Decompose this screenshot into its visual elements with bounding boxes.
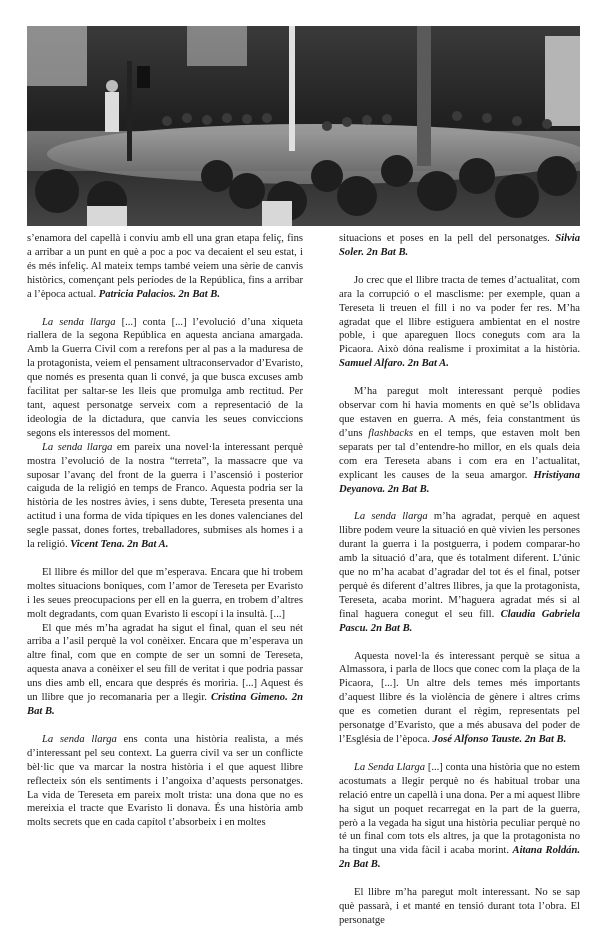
review-alfaro <box>339 274 580 371</box>
book-title: La senda llarga <box>42 733 117 745</box>
italic-term: flashbacks <box>368 427 413 439</box>
photo-icon <box>27 26 580 226</box>
author-signature: Patricia Palacios. 2n Bat B. <box>98 288 221 300</box>
review-text: El que més m’ha agradat ha sigut el final, quan el seu nét arriba a l’asil perquè la vol conèixer. Encara que m’esperava un altre final, com que en compte de ser un somni de Tereseta, aquesta anava a conèixer el seu fill de veritat i que podria passar uns dies amb ell, encara que després és moriria. [...] Aquest és un llibre que jo recomanaria per a llegir. <box>27 622 303 704</box>
review-text: em pareix una novel·la interessant perquè mostra l’evolució de la nostra “terreta”, la massacre que va suposar l’avanç del front de la guerra i l’ascensió i posterior caiguda de la religió en temps de Franco. Aquesta podria ser la història de les nostres àvies, i sens dubte, Tereseta presenta una actitud i una forma de vida típiques en les dones valencianes del segle passat, dones fortes, treballadores, submises als homes i a la religió. <box>27 441 303 551</box>
book-title: La senda llarga <box>42 316 116 328</box>
review-text: El llibre és millor del que m’esperava. Encara que hi trobem moltes situacions boniques, com l’amor de Tereseta per Evaristo i les seues preocupacions per ell en la guerra, en trobem d’altres molt degradants, com quan Evaristo li escopí i la insultà. [...] <box>27 566 303 620</box>
review-soler-part2 <box>339 232 580 260</box>
review-gimeno-part2 <box>27 622 303 719</box>
review-soler-part1 <box>27 733 303 830</box>
book-title: La senda llarga <box>42 441 113 453</box>
review-pascu <box>339 510 580 635</box>
review-deyanova <box>339 385 580 496</box>
review-text: s’enamora del capellà i conviu amb ell una gran etapa feliç, fins a arribar a un punt en què a poc a poc va decaient el seu estat, i és més infeliç. Al mateix temps també veiem una sèrie de canvis històrics, començant pels períodes de la República, fins a arribar a l’època actual. <box>27 233 303 300</box>
author-signature: Samuel Alfaro. 2n Bat A. <box>339 358 449 370</box>
review-final-start <box>339 886 580 928</box>
review-text: M’ha paregut molt interessant perquè podies observar com hi havia moments en què se’ls oblidava que estaven en guerra. A més, feia constantment ús d’uns <box>339 386 580 439</box>
book-title: La Senda Llarga <box>354 761 426 773</box>
author-signature: Vicent Tena. 2n Bat A. <box>70 539 169 551</box>
book-title: La senda llarga <box>354 511 428 523</box>
author-signature: Silvia Soler. 2n Bat B. <box>339 233 580 258</box>
review-text: Aquesta novel·la és interessant perquè se situa a Almassora, i parla de llocs que conec com la plaça de la Picaora, [...]. Un altre dels temes més importants d’aquest llibre és la violència de gènere i altres crims que es cometien durant el règim, representats pel personatge d’Evaristo, que a més abusava del poder de l’Església de l’època. <box>339 650 580 745</box>
author-signature: Claudia Gabriela Pascu. 2n Bat B. <box>339 608 580 634</box>
review-intro-evolution <box>27 316 303 441</box>
review-palacios <box>27 232 303 302</box>
review-tauste <box>339 650 580 747</box>
review-text: m’ha agradat, perquè en aquest llibre podem veure la situació en què vivien les persones durant la guerra i la postguerra, i podem comparar-ho amb la situació d’ara, que és totalment diferent. L’únic que no m’ha acabat d’agradar del tot és el final, potser perquè és diferent d’altres llibres, ja que la protagonista, Tereseta, acaba morint. M’haguera agradat més si al final haguera conegut el seu fill. <box>339 511 580 620</box>
group-reading-photo <box>27 26 580 226</box>
review-text: Jo crec que el llibre tracta de temes d’actualitat, com ara la corrupció o el masclisme: per exemple, quan a Tereseta li treuen el fill i no va poder fer res. M’ha agradat que el llibre estiguera ambientat en el nostre poble, i que apareguen llocs coneguts com ara la Picaora. Això dóna realisme i proximitat a la història. <box>339 274 580 356</box>
review-text: [...] conta [...] l’evolució d’una xiqueta riallera de la segona República en aquesta anciana amargada. Amb la Guerra Civil com a rerefons per al pas a la maduresa de la protagonista, veiem el pensament ultraconservador d’Evaristo, que només es presenta quan li convé, ja que busca excuses amb facilitat per saltar-se les lleis que promulga amb rectitud. Per tant, aquest personatge serveix com a representació de la ideologia de la dictadura, que canvia les seues conviccions segons els interessos del moment. <box>27 316 303 439</box>
author-signature: José Alfonso Tauste. 2n Bat B. <box>432 734 567 745</box>
review-gimeno-part1 <box>27 566 303 622</box>
review-tena <box>27 441 303 552</box>
author-signature: Hristiyana Deyanova. 2n Bat B. <box>339 469 580 495</box>
author-signature: Aitana Roldán. 2n Bat B. <box>339 845 580 871</box>
review-text: El llibre m’ha paregut molt interessant. No se sap què passarà, i et manté en tensió durant tota l’obra. El personatge <box>339 887 580 926</box>
review-text: situacions et poses en la pell del personatges. <box>339 233 556 244</box>
review-roldan <box>339 761 580 872</box>
review-text: en el temps, que estaven molt ben separats per tal d’entendre-ho millor, en els quals deia com era Tereseta abans i com era en l’actualitat, explicant les causes de la seua amargor. <box>339 427 580 481</box>
left-text-column <box>27 232 303 830</box>
review-text: ens conta una història realista, a més d’interessant pel seu context. La guerra civil va ser un conflicte bèl·lic que va marcar la nostra història i el que aquest llibre reflecteix són els sentiments i l’angoixa d’aquests personatges. La vida de Tereseta em pareix molt trista: una dona que no es mereixia el tracte que Evaristo li donava. És una història amb molts secrets que en cada capítol t’absorbeix i en moltes <box>27 733 303 829</box>
review-text: [...] conta una història que no estem acostumats a llegir perquè no és habitual trobar una relació entre un capellà i una dona. Per a mi aquest llibre ha sigut un poquet recarregat en la part de la guerra, però a la vegada ha sigut una història peculiar perquè no té un final com tots els altres, ja que la protagonista no ha tingut una vida fàcil i acaba morint. <box>339 761 580 857</box>
right-text-column <box>339 232 580 928</box>
author-signature: Cristina Gimeno. 2n Bat B. <box>27 692 303 717</box>
